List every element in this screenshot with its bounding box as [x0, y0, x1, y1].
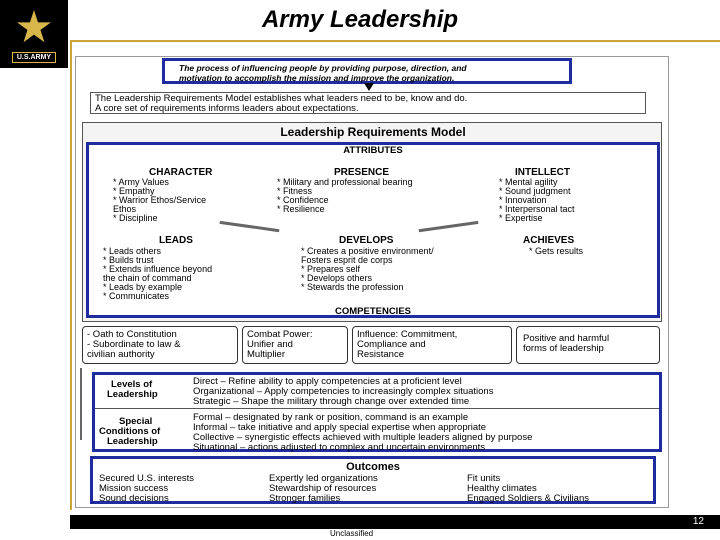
list-item: * Develops others — [301, 273, 373, 283]
model-description — [90, 92, 646, 114]
attributes-box — [86, 142, 660, 318]
list-item: the chain of command — [103, 273, 192, 283]
harmful-box — [516, 326, 660, 364]
outcome-item: Mission success — [99, 483, 169, 494]
level-item: Direct – Refine ability to apply competencies at a proficient level — [193, 376, 462, 387]
outcomes-box — [90, 456, 656, 504]
outcome-item: Stewardship of resources — [269, 483, 377, 494]
oath-line-3: civilian authority — [87, 349, 155, 360]
level-item: Strategic – Shape the military through change over extended time — [193, 396, 470, 407]
oath-box — [82, 326, 238, 364]
page-number: 12 — [692, 516, 704, 527]
list-item: * Gets results — [529, 246, 584, 256]
army-logo — [0, 0, 68, 68]
list-item: * Warrior Ethos/Service — [113, 195, 207, 205]
list-item: * Fitness — [277, 186, 313, 196]
model-description-line-1: The Leadership Requirements Model establishes what leaders need to be, know and do. — [95, 93, 468, 104]
outcome-item: Stronger families — [269, 493, 341, 504]
outcome-item: Expertly led organizations — [269, 473, 378, 484]
footer-bar — [70, 515, 720, 529]
achieves-list — [529, 247, 583, 256]
outcomes-heading: Outcomes — [346, 461, 400, 473]
list-item: * Expertise — [499, 213, 543, 223]
harmful-line-1: Positive and harmful — [523, 333, 610, 344]
character-heading: CHARACTER — [149, 167, 213, 178]
list-item: * Extends influence beyond — [103, 264, 213, 274]
oath-line-1: - Oath to Constitution — [87, 329, 177, 340]
brace-left — [219, 221, 280, 239]
model-description-line-2: A core set of requirements informs leaders about expectations. — [95, 103, 359, 114]
combat-line-2: Unifier and — [247, 339, 293, 350]
levels-label-1: Levels of — [111, 379, 153, 390]
influence-line-2: Compliance and — [357, 339, 426, 350]
logo-text: U.S.ARMY — [12, 52, 56, 63]
develops-heading: DEVELOPS — [339, 235, 394, 246]
arrow-down-icon — [364, 83, 374, 91]
special-item: Formal – designated by rank or position, command is an example — [193, 412, 469, 423]
list-item: * Discipline — [113, 213, 158, 223]
list-item: * Sound judgment — [499, 186, 571, 196]
oath-line-2: - Subordinate to law & — [87, 339, 181, 350]
outcome-item: Healthy climates — [467, 483, 537, 494]
page-title: Army Leadership — [261, 6, 459, 33]
header-divider — [70, 40, 720, 42]
model-title: Leadership Requirements Model — [280, 125, 466, 139]
list-item: * Innovation — [499, 195, 547, 205]
list-item: * Leads others — [103, 246, 162, 256]
special-label-1: Special — [119, 416, 153, 427]
list-item: Fosters esprit de corps — [301, 255, 393, 265]
list-item: * Mental agility — [499, 177, 558, 187]
combat-line-3: Multiplier — [247, 349, 286, 360]
level-item: Organizational – Apply competencies to increasingly complex situations — [193, 386, 494, 397]
competencies-label: COMPETENCIES — [334, 306, 411, 317]
classification-label: Unclassified — [330, 529, 374, 538]
list-item: * Interpersonal tact — [499, 204, 575, 214]
influence-line-3: Resistance — [357, 349, 404, 360]
special-label-2: Conditions of — [99, 426, 161, 437]
list-item: * Creates a positive environment/ — [301, 246, 434, 256]
star-icon: ★ — [14, 3, 54, 52]
attributes-label: ATTRIBUTES — [343, 145, 403, 156]
character-list — [113, 178, 206, 223]
left-divider — [70, 40, 72, 510]
bracket-line — [80, 368, 82, 440]
leads-list — [103, 247, 212, 301]
list-item: * Builds trust — [103, 255, 154, 265]
influence-box — [352, 326, 512, 364]
presence-list — [277, 178, 413, 214]
special-item: Collective – synergistic effects achieved with multiple leaders aligned by purpose — [193, 432, 533, 443]
harmful-line-2: forms of leadership — [523, 343, 604, 354]
list-item: * Communicates — [103, 291, 170, 301]
achieves-heading: ACHIEVES — [523, 235, 575, 246]
leadership-levels-box — [92, 372, 662, 452]
list-item: * Confidence — [277, 195, 329, 205]
combat-power-box — [242, 326, 348, 364]
list-item: * Resilience — [277, 204, 325, 214]
list-item: * Empathy — [113, 186, 155, 196]
outcome-item: Fit units — [467, 473, 501, 484]
outcome-item: Sound decisions — [99, 493, 169, 504]
definition-box — [162, 58, 572, 84]
list-item: * Stewards the profession — [301, 282, 404, 292]
special-label-3: Leadership — [107, 436, 158, 447]
special-item: Informal – take initiative and apply special expertise when appropriate — [193, 422, 487, 433]
develops-list — [301, 247, 434, 292]
intellect-list — [499, 178, 575, 223]
list-item: * Leads by example — [103, 282, 183, 292]
definition-line-1: The process of influencing people by providing purpose, direction, and — [179, 63, 467, 73]
combat-line-1: Combat Power: — [247, 329, 313, 340]
list-item: * Prepares self — [301, 264, 361, 274]
section-divider — [95, 408, 659, 409]
intellect-heading: INTELLECT — [515, 167, 570, 178]
list-item: Ethos — [113, 204, 137, 214]
levels-label-2: Leadership — [107, 389, 158, 400]
list-item: * Military and professional bearing — [277, 177, 413, 187]
brace-right — [419, 221, 480, 239]
outcome-item: Engaged Soldiers & Civilians — [467, 493, 589, 504]
outcome-item: Secured U.S. interests — [99, 473, 195, 484]
presence-heading: PRESENCE — [334, 167, 390, 178]
special-item: Situational – actions adjusted to complex and uncertain environments — [193, 442, 486, 453]
definition-line-2: motivation to accomplish the mission and improve the organization. — [179, 73, 455, 83]
leads-heading: LEADS — [159, 235, 193, 246]
influence-line-1: Influence: Commitment, — [357, 329, 458, 340]
list-item: * Army Values — [113, 177, 169, 187]
